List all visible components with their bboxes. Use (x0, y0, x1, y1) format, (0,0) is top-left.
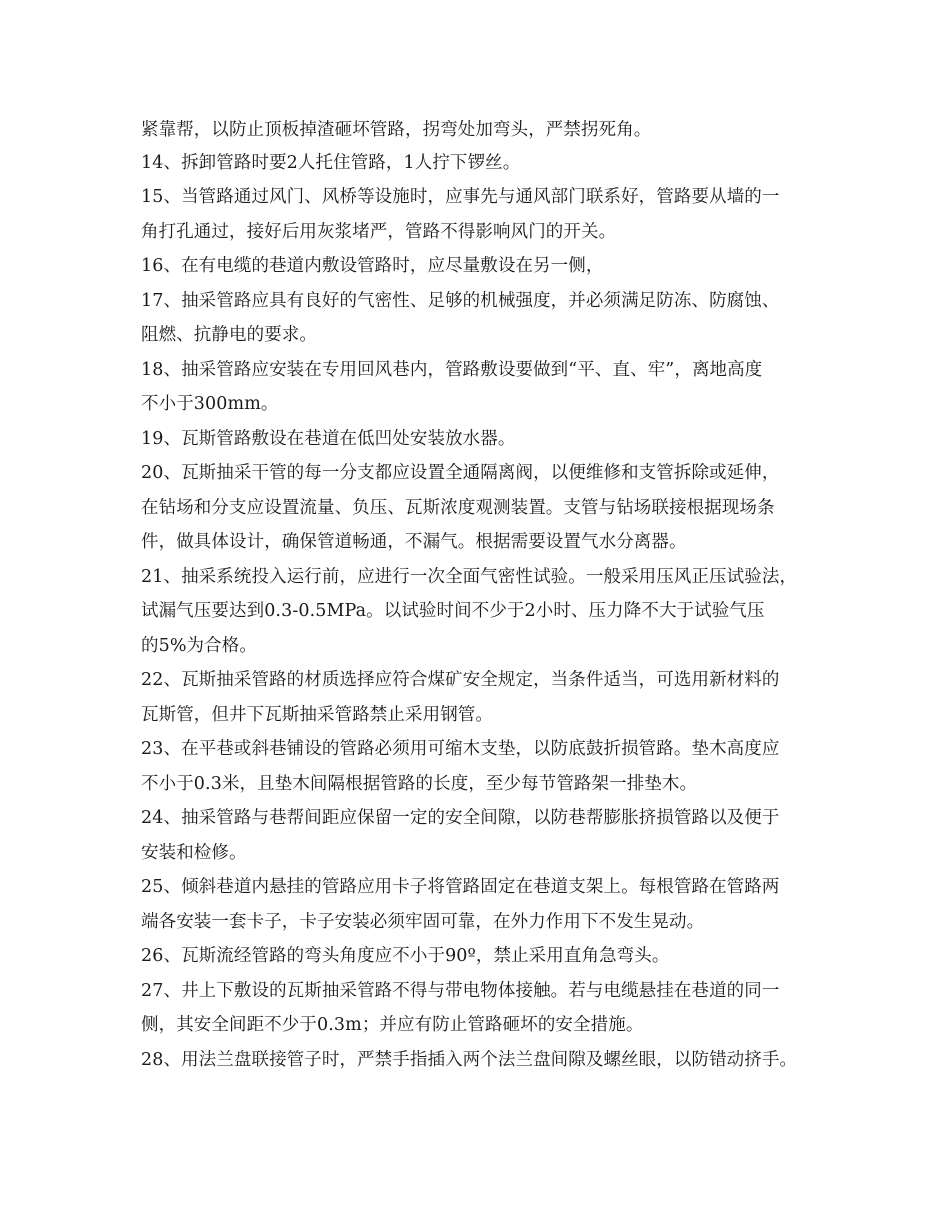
text-line: 26、瓦斯流经管路的弯头角度应不小于90º，禁止采用直角急弯头。 (141, 946, 670, 966)
text-line: 20、瓦斯抽采干管的每一分支都应设置全通隔离阀，以便维修和支管拆除或延伸， (141, 463, 780, 483)
text-line: 角打孔通过，接好后用灰浆堵严，管路不得影响风门的开关。 (141, 222, 617, 242)
text-line: 14、拆卸管路时要2人托住管路，1人拧下锣丝。 (141, 153, 521, 173)
text-line: 16、在有电缆的巷道内敷设管路时，应尽量敷设在另一侧， (141, 256, 604, 276)
text-line: 侧，其安全间距不少于0.3m；并应有防止管路砸坏的安全措施。 (141, 1015, 644, 1035)
text-line: 件，做具体设计，确保管道畅通，不漏气。根据需要设置气水分离器。 (141, 532, 687, 552)
text-line: 27、井上下敷设的瓦斯抽采管路不得与带电物体接触。若与电缆悬挂在巷道的同一 (141, 981, 780, 1001)
text-line: 瓦斯管，但井下瓦斯抽采管路禁止采用钢管。 (141, 705, 493, 725)
text-line: 25、倾斜巷道内悬挂的管路应用卡子将管路固定在巷道支架上。每根管路在管路两 (141, 877, 780, 897)
text-line: 24、抽采管路与巷帮间距应保留一定的安全间隙，以防巷帮膨胀挤损管路以及便于 (141, 808, 780, 828)
text-line: 17、抽采管路应具有良好的气密性、足够的机械强度，并必须满足防冻、防腐蚀、 (141, 291, 780, 311)
text-line: 22、瓦斯抽采管路的材质选择应符合煤矿安全规定，当条件适当，可选用新材料的 (141, 670, 780, 690)
text-line: 19、瓦斯管路敷设在巷道在低凹处安装放水器。 (141, 429, 516, 449)
text-line: 阻燃、抗静电的要求。 (141, 325, 317, 345)
text-line: 在钻场和分支应设置流量、负压、瓦斯浓度观测装置。支管与钻场联接根据现场条 (141, 498, 775, 518)
text-line: 不小于0.3米，且垫木间隔根据管路的长度，至少每节管路架一排垫木。 (141, 774, 698, 794)
text-line: 端各安装一套卡子，卡子安装必须牢固可靠，在外力作用下不发生晃动。 (141, 912, 705, 932)
text-line: 18、抽采管路应安装在专用回风巷内，管路敷设要做到“平、直、牢”，离地高度 (141, 360, 763, 380)
text-line: 试漏气压要达到0.3-0.5MPa。以试验时间不少于2小时、压力降不大于试验气压 (141, 601, 765, 621)
text-line: 15、当管路通过风门、风桥等设施时，应事先与通风部门联系好，管路要从墙的一 (141, 187, 780, 207)
text-line: 安装和检修。 (141, 843, 247, 863)
text-line: 28、用法兰盘联接管子时，严禁手指插入两个法兰盘间隙及螺丝眼，以防错动挤手。 (141, 1050, 798, 1070)
text-line: 23、在平巷或斜巷铺设的管路必须用可缩木支垫，以防底鼓折损管路。垫木高度应 (141, 739, 780, 759)
text-line: 的5%为合格。 (141, 636, 257, 656)
text-line: 不小于300mm。 (141, 394, 279, 414)
text-line: 紧靠帮，以防止顶板掉渣砸坏管路，拐弯处加弯头，严禁拐死角。 (141, 120, 652, 140)
text-line: 21、抽采系统投入运行前，应进行一次全面气密性试验。一般采用压风正压试验法， (141, 567, 798, 587)
